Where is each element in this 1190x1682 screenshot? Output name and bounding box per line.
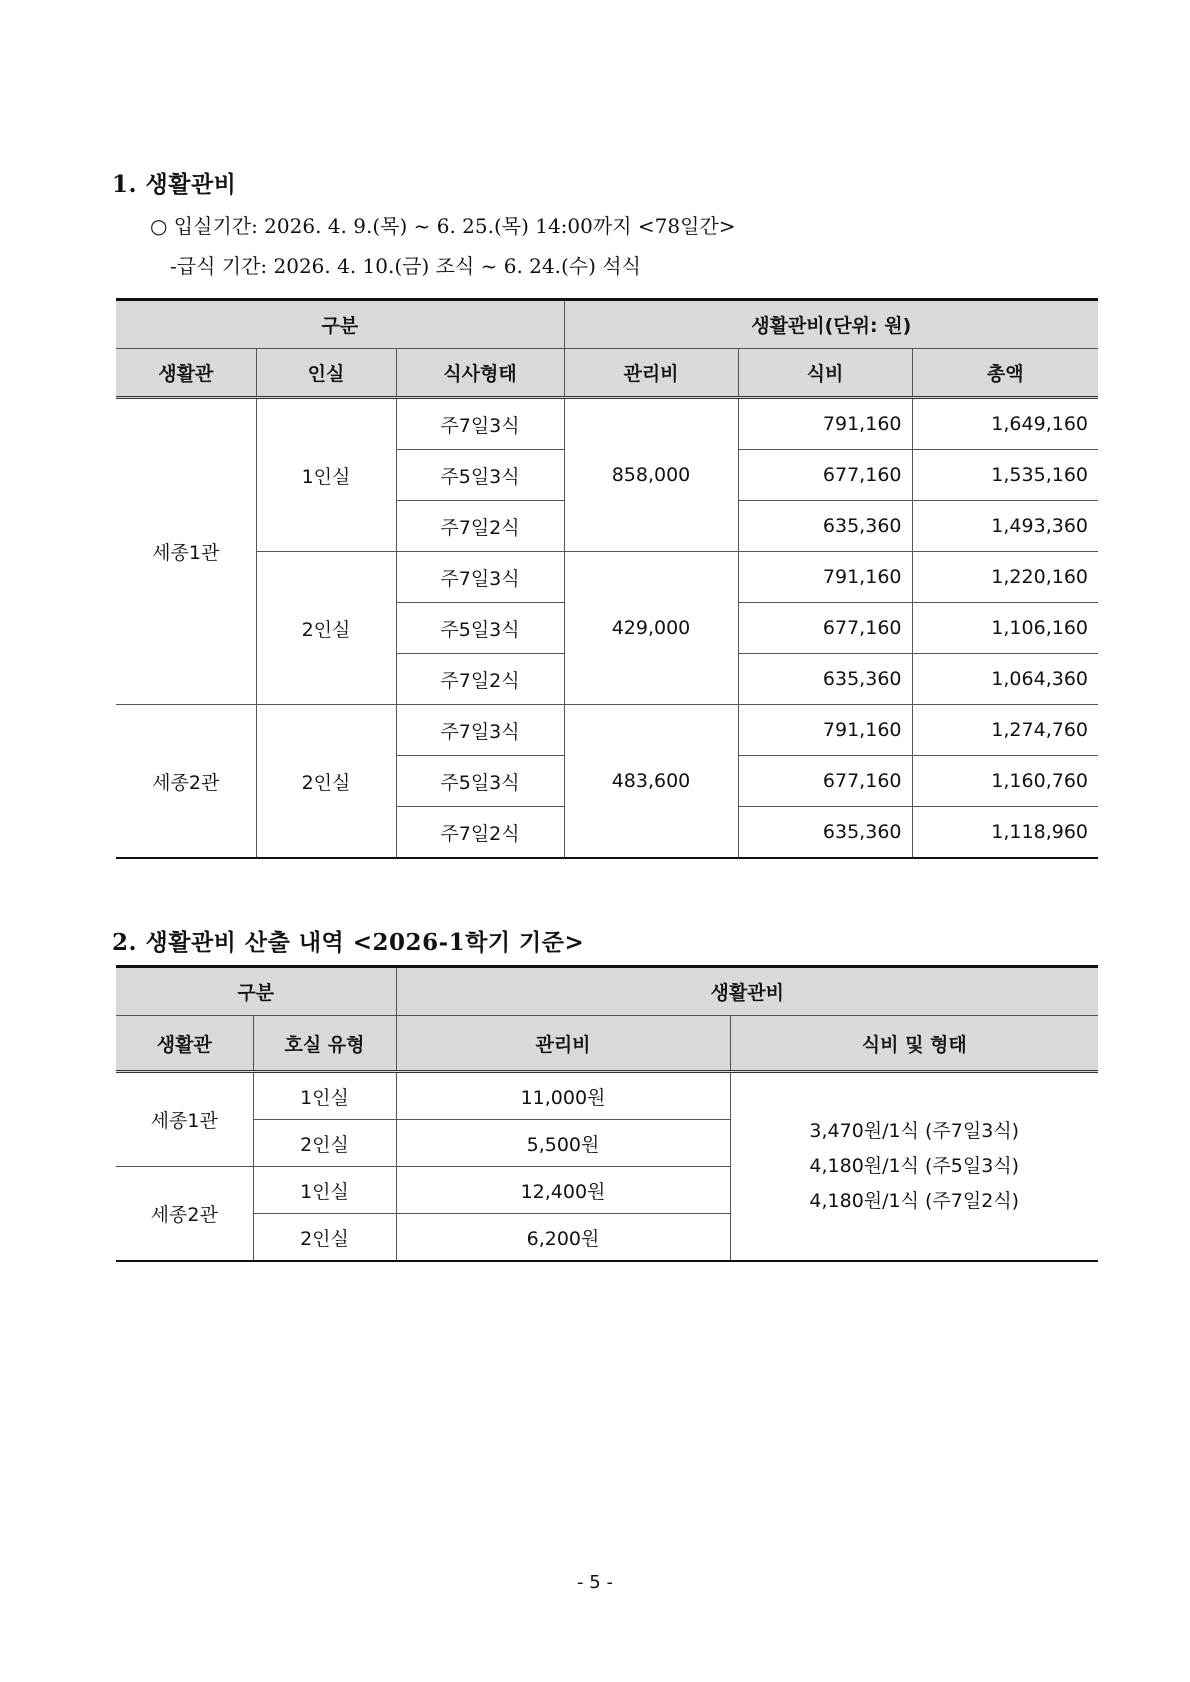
col-header: 관리비 xyxy=(396,1016,730,1072)
total-cell: 1,535,160 xyxy=(912,450,1098,501)
header-group: 구분 xyxy=(116,967,396,1016)
total-cell: 1,106,160 xyxy=(912,603,1098,654)
food-cell: 677,160 xyxy=(738,450,912,501)
mgmt-fee-cell: 483,600 xyxy=(564,705,738,859)
meal-cell: 주7일3식 xyxy=(396,398,564,450)
col-header: 관리비 xyxy=(564,349,738,398)
mgmt-fee-cell: 858,000 xyxy=(564,398,738,552)
meal-info-line: 4,180원/1식 (주7일2식) xyxy=(809,1190,1020,1212)
col-header: 총액 xyxy=(912,349,1098,398)
food-cell: 677,160 xyxy=(738,603,912,654)
table-row xyxy=(116,705,1098,756)
section2-title: 2. 생활관비 산출 내역 <2026-1학기 기준> xyxy=(112,929,585,956)
total-cell: 1,493,360 xyxy=(912,501,1098,552)
room-type-cell: 2인실 xyxy=(253,1120,396,1167)
total-cell: 1,064,360 xyxy=(912,654,1098,705)
meal-cell: 주7일3식 xyxy=(396,705,564,756)
total-cell: 1,649,160 xyxy=(912,398,1098,450)
building-cell: 세종1관 xyxy=(116,398,256,705)
food-cell: 635,360 xyxy=(738,654,912,705)
room-type-cell: 1인실 xyxy=(256,398,396,552)
meal-cell: 주7일2식 xyxy=(396,807,564,859)
food-cell: 791,160 xyxy=(738,705,912,756)
col-header: 식비 xyxy=(738,349,912,398)
meal-info-line: 4,180원/1식 (주5일3식) xyxy=(809,1155,1020,1177)
header-group: 구분 xyxy=(116,300,564,349)
mgmt-fee-cell: 12,400원 xyxy=(396,1167,730,1214)
meal-info-line: 3,470원/1식 (주7일3식) xyxy=(809,1120,1020,1142)
col-header: 식비 및 형태 xyxy=(730,1016,1098,1072)
col-header: 생활관 xyxy=(116,349,256,398)
fee-breakdown-table xyxy=(116,965,1098,1262)
meal-period: -급식 기간: 2026. 4. 10.(금) 조식 ~ 6. 24.(수) 석식 xyxy=(170,254,641,278)
room-type-cell: 1인실 xyxy=(253,1167,396,1214)
food-cell: 635,360 xyxy=(738,501,912,552)
col-header: 호실 유형 xyxy=(253,1016,396,1072)
mgmt-fee-cell: 6,200원 xyxy=(396,1214,730,1262)
room-type-cell: 2인실 xyxy=(253,1214,396,1262)
page-number: - 5 - xyxy=(577,1572,613,1593)
building-cell: 세종1관 xyxy=(116,1072,253,1167)
total-cell: 1,160,760 xyxy=(912,756,1098,807)
table-row xyxy=(116,1072,1098,1120)
header-fee-group: 생활관비(단위: 원) xyxy=(564,300,1098,349)
food-cell: 635,360 xyxy=(738,807,912,859)
header-fee-group: 생활관비 xyxy=(396,967,1098,1016)
mgmt-fee-cell: 11,000원 xyxy=(396,1072,730,1120)
building-cell: 세종2관 xyxy=(116,705,256,859)
meal-cell: 주5일3식 xyxy=(396,756,564,807)
total-cell: 1,220,160 xyxy=(912,552,1098,603)
meal-cell: 주5일3식 xyxy=(396,603,564,654)
mgmt-fee-cell: 5,500원 xyxy=(396,1120,730,1167)
mgmt-fee-cell: 429,000 xyxy=(564,552,738,705)
table-row xyxy=(116,398,1098,450)
meal-cell: 주7일2식 xyxy=(396,501,564,552)
fee-table xyxy=(116,298,1098,859)
meal-cell: 주7일2식 xyxy=(396,654,564,705)
building-cell: 세종2관 xyxy=(116,1167,253,1262)
room-type-cell: 2인실 xyxy=(256,705,396,859)
food-cell: 677,160 xyxy=(738,756,912,807)
total-cell: 1,118,960 xyxy=(912,807,1098,859)
room-type-cell: 1인실 xyxy=(253,1072,396,1120)
section1-title: 1. 생활관비 xyxy=(112,171,237,198)
total-cell: 1,274,760 xyxy=(912,705,1098,756)
move-in-period: ○ 입실기간: 2026. 4. 9.(목) ~ 6. 25.(목) 14:00까지 <78일간> xyxy=(150,214,736,238)
food-cell: 791,160 xyxy=(738,552,912,603)
food-cell: 791,160 xyxy=(738,398,912,450)
room-type-cell: 2인실 xyxy=(256,552,396,705)
col-header: 생활관 xyxy=(116,1016,253,1072)
meal-cell: 주7일3식 xyxy=(396,552,564,603)
col-header: 식사형태 xyxy=(396,349,564,398)
meal-cell: 주5일3식 xyxy=(396,450,564,501)
col-header: 인실 xyxy=(256,349,396,398)
meal-info-cell xyxy=(730,1072,1098,1262)
table-row xyxy=(116,552,1098,603)
